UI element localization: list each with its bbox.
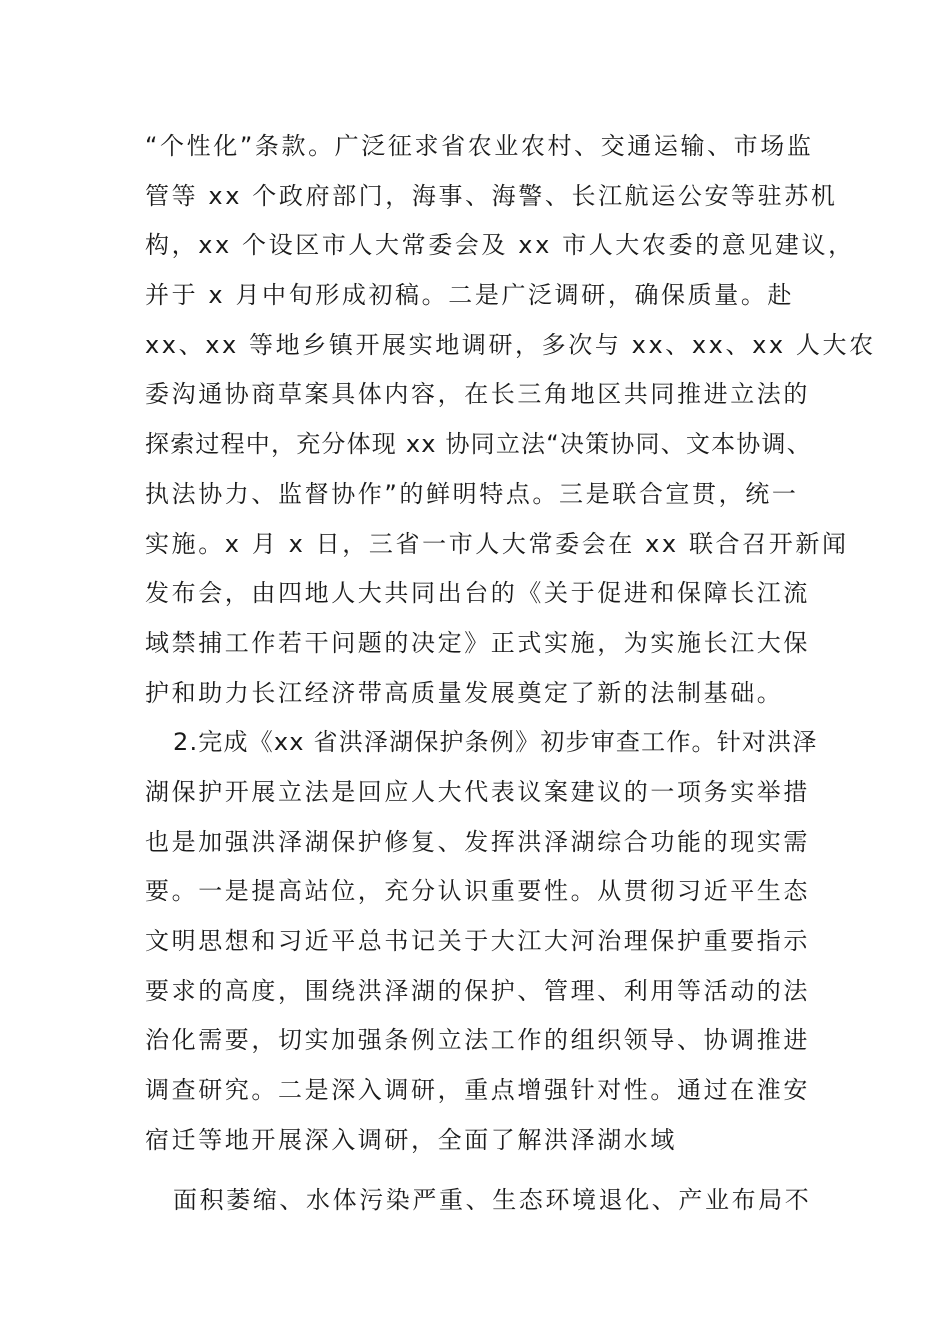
text-line: 发布会，由四地人大共同出台的《关于促进和保障长江流 [145,579,810,608]
paragraph-gap [145,1165,825,1176]
text-line: 也是加强洪泽湖保护修复、发挥洪泽湖综合功能的现实需 [145,827,810,856]
text-line: 要。一是提高站位，充分认识重要性。从贯彻习近平生态 [145,877,810,906]
text-line: 构，xx 个设区市人大常委会及 xx 市人大农委的意见建议， [145,231,855,260]
text-line: 文明思想和习近平总书记关于大江大河治理保护重要指示 [145,927,810,955]
text-line: 调查研究。二是深入调研，重点增强针对性。通过在淮安 [145,1076,810,1105]
body-text [145,122,876,1226]
text-line: xx、xx 等地乡镇开展实地调研，多次与 xx、xx、xx 人大农 [145,330,876,359]
text-line: 要求的高度，围绕洪泽湖的保护、管理、利用等活动的法 [145,976,810,1005]
text-line: 治化需要，切实加强条例立法工作的组织领导、协调推进 [145,1026,810,1055]
text-line: 实施。x 月 x 日，三省一市人大常委会在 xx 联合召开新闻 [145,529,849,558]
text-line: 管等 xx 个政府部门，海事、海警、长江航运公安等驻苏机 [145,181,838,210]
text-line: 湖保护开展立法是回应人大代表议案建议的一项务实举措 [145,777,810,806]
text-line: “个性化”条款。广泛征求省农业农村、交通运输、市场监 [145,132,814,160]
text-line: 委沟通协商草案具体内容，在长三角地区共同推进立法的 [145,380,810,409]
text-line: 执法协力、监督协作”的鲜明特点。三是联合宣贯，统一 [145,479,799,508]
text-line: 并于 x 月中旬形成初稿。二是广泛调研，确保质量。赴 [145,281,795,310]
text-line: 域禁捕工作若干问题的决定》正式实施，为实施长江大保 [145,628,810,657]
text-line: 宿迁等地开展深入调研，全面了解洪泽湖水域 [145,1125,677,1154]
text-line: 护和助力长江经济带高质量发展奠定了新的法制基础。 [145,678,784,707]
text-line: 面积萎缩、水体污染严重、生态环境退化、产业布局不 [173,1186,812,1215]
text-line: 探索过程中，充分体现 xx 协同立法“决策协同、文本协调、 [145,430,812,459]
paragraph-heading: 2.完成《xx 省洪泽湖保护条例》初步审查工作。针对洪泽 [173,728,818,757]
